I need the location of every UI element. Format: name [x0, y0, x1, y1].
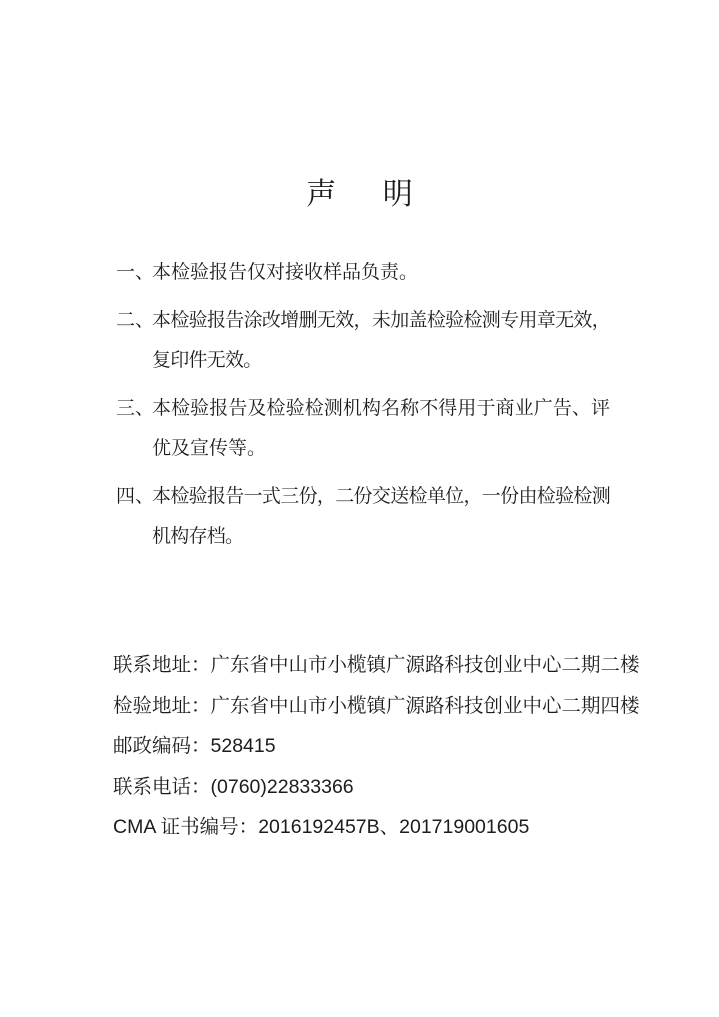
item-text: 本检验报告一式三份，二份交送检单位，一份由检验检测机构存档。: [152, 486, 610, 547]
declaration-list: [116, 253, 610, 565]
contact-info: [113, 645, 673, 848]
item-number: 三、: [116, 398, 155, 419]
contact-line: [113, 807, 673, 848]
item-text: 本检验报告仅对接收样品负责。: [152, 262, 419, 283]
contact-line: [113, 726, 673, 767]
declaration-item: [116, 389, 610, 469]
contact-value: 2016192457B、201719001605: [258, 816, 530, 838]
contact-line: [113, 686, 673, 727]
contact-label: CMA 证书编号：: [113, 816, 259, 838]
contact-label: 检验地址：: [113, 694, 211, 717]
page-title: [0, 178, 719, 213]
contact-value: 广东省中山市小榄镇广源路科技创业中心二期二楼: [210, 654, 640, 676]
contact-value: 528415: [210, 735, 276, 757]
item-text: 本检验报告涂改增删无效，未加盖检验检测专用章无效，复印件无效。: [152, 310, 610, 371]
item-number: 二、: [116, 310, 155, 331]
declaration-item: [116, 477, 610, 557]
item-number: 一、: [116, 262, 155, 283]
contact-label: 联系电话：: [113, 775, 211, 798]
item-number: 四、: [116, 486, 155, 507]
contact-label: 邮政编码：: [113, 735, 211, 757]
declaration-item: [116, 301, 610, 381]
contact-line: [113, 645, 673, 686]
contact-value: 广东省中山市小榄镇广源路科技创业中心二期四楼: [210, 694, 640, 717]
item-text: 本检验报告及检验检测机构名称不得用于商业广告、评优及宣传等。: [152, 398, 610, 459]
declaration-item: [116, 253, 610, 293]
contact-label: 联系地址：: [113, 654, 211, 676]
contact-value: (0760)22833366: [210, 775, 354, 798]
page-title-text: 声明: [306, 178, 460, 211]
contact-line: [113, 767, 673, 808]
